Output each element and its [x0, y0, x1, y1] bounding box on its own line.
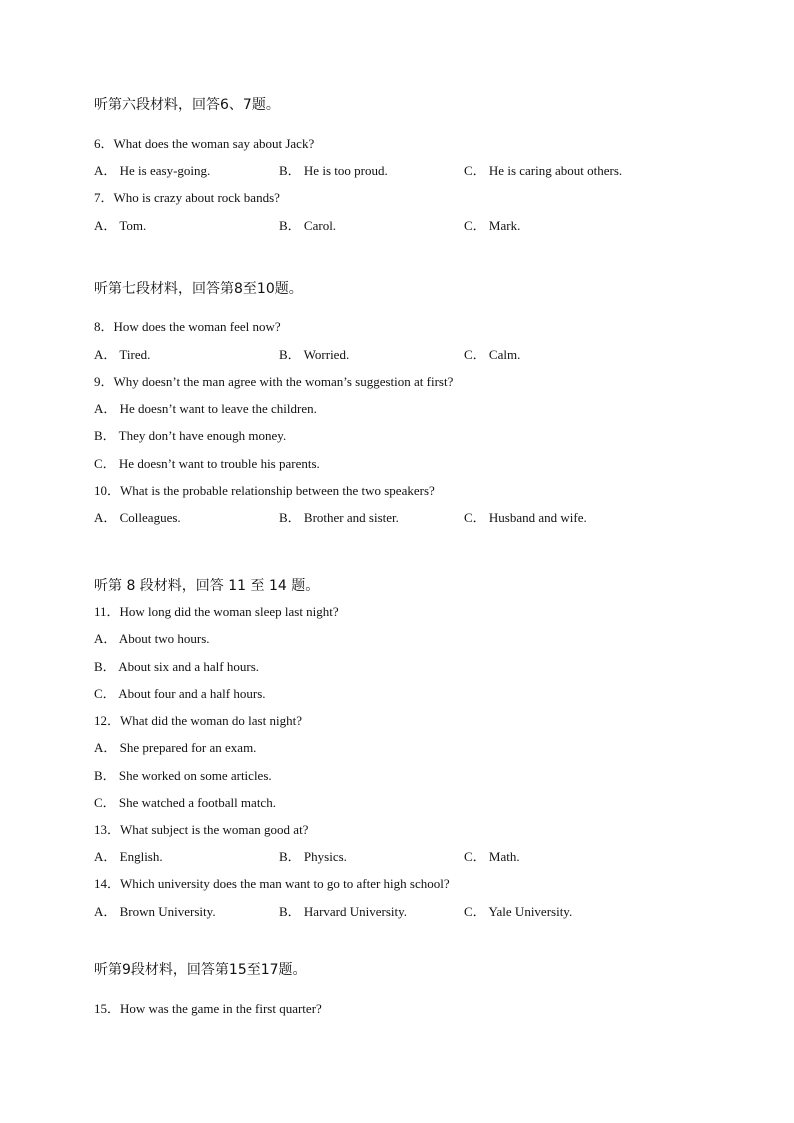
section-heading: 听第六段材料，回答6、7题。 — [94, 97, 280, 113]
option-a: A． Brown University. — [94, 904, 216, 919]
question-stem: 13．What subject is the woman good at? — [94, 822, 309, 837]
question-stem: 7．Who is crazy about rock bands? — [94, 190, 280, 205]
option-b: B． Worried. — [279, 347, 350, 362]
question-stem: 12．What did the woman do last night? — [94, 713, 302, 728]
option-c: C． Husband and wife. — [464, 510, 587, 525]
option-c: C． He doesn’t want to trouble his parents. — [94, 456, 320, 471]
option-a: A． Colleagues. — [94, 510, 181, 525]
option-c: C． Mark. — [464, 218, 521, 233]
question-stem: 8．How does the woman feel now? — [94, 319, 281, 334]
section-heading: 听第9段材料，回答第15至17题。 — [94, 962, 307, 978]
option-c: C． He is caring about others. — [464, 163, 623, 178]
option-a: A． About two hours. — [94, 631, 210, 646]
question-stem: 11．How long did the woman sleep last night? — [94, 604, 339, 619]
option-a: A． Tom. — [94, 218, 147, 233]
option-b: B． Carol. — [279, 218, 337, 233]
section-heading: 听第七段材料，回答第8至10题。 — [94, 281, 303, 297]
option-b: B． Physics. — [279, 849, 347, 864]
option-c: C． Yale University. — [464, 904, 573, 919]
question-stem: 6．What does the woman say about Jack? — [94, 136, 315, 151]
option-a: A． English. — [94, 849, 163, 864]
option-a: A． Tired. — [94, 347, 151, 362]
option-b: B． They don’t have enough money. — [94, 428, 287, 443]
question-stem: 10．What is the probable relationship between the two speakers? — [94, 483, 435, 498]
option-a: A． She prepared for an exam. — [94, 740, 257, 755]
option-b: B． Brother and sister. — [279, 510, 399, 525]
option-b: B． Harvard University. — [279, 904, 408, 919]
option-c: C． About four and a half hours. — [94, 686, 266, 701]
option-a: A． He doesn’t want to leave the children. — [94, 401, 317, 416]
question-stem: 9．Why doesn’t the man agree with the woman’s suggestion at first? — [94, 374, 454, 389]
option-c: C． She watched a football match. — [94, 795, 276, 810]
section-heading: 听第 8 段材料，回答 11 至 14 题。 — [94, 578, 320, 594]
option-c: C． Math. — [464, 849, 520, 864]
question-stem: 15．How was the game in the first quarter? — [94, 1001, 322, 1016]
option-b: B． She worked on some articles. — [94, 768, 272, 783]
question-stem: 14．Which university does the man want to go to after high school? — [94, 876, 450, 891]
option-c: C． Calm. — [464, 347, 521, 362]
option-b: B． About six and a half hours. — [94, 659, 260, 674]
option-a: A． He is easy-going. — [94, 163, 211, 178]
option-b: B． He is too proud. — [279, 163, 388, 178]
